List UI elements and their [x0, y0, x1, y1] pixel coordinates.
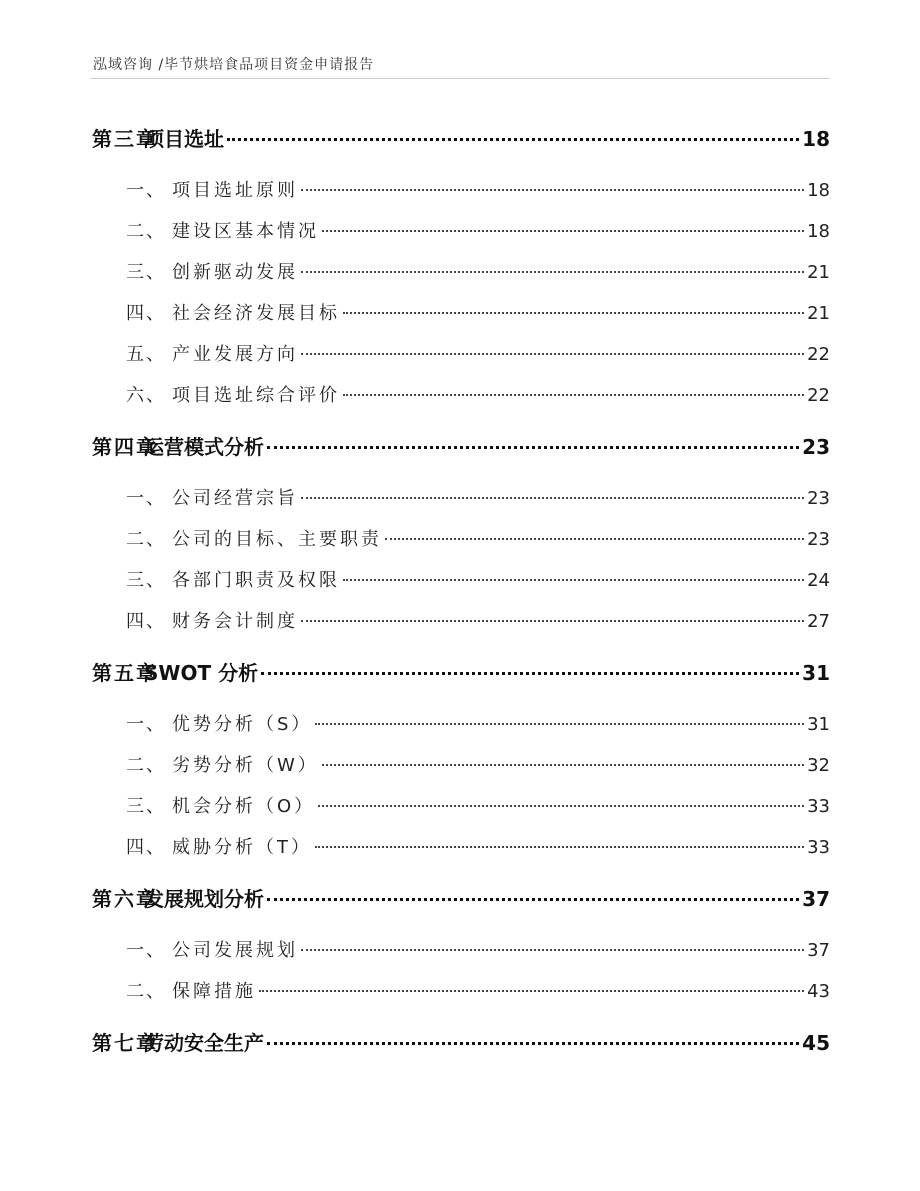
toc-leader	[322, 762, 804, 766]
toc-section[interactable]	[126, 710, 830, 736]
toc-section-title: 建设区基本情况	[172, 221, 319, 242]
toc-leader	[261, 670, 799, 675]
toc-chapter-title: SWOT 分析	[144, 661, 259, 685]
toc-section-title: 劣势分析（W）	[172, 755, 319, 776]
toc-page-number: 37	[807, 940, 830, 961]
toc-page-number: 21	[807, 303, 830, 324]
toc-section-title: 公司的目标、主要职责	[172, 529, 382, 550]
toc-section[interactable]	[126, 176, 830, 202]
toc-chapter-number: 第四章	[92, 435, 158, 459]
running-header: 泓域咨询 /毕节烘培食品项目资金申请报告	[93, 57, 375, 73]
toc-chapter[interactable]	[92, 123, 830, 152]
toc-page-number: 32	[807, 755, 830, 776]
toc-section[interactable]	[126, 525, 830, 551]
toc-page-number: 43	[807, 981, 830, 1002]
toc-page-number: 33	[807, 796, 830, 817]
toc-chapter-number: 第五章	[92, 661, 158, 685]
toc-section-number: 四、	[126, 303, 166, 324]
toc-chapter-number: 第七章	[92, 1031, 158, 1055]
toc-page-number: 24	[807, 570, 830, 591]
toc-leader	[301, 187, 804, 191]
toc-section[interactable]	[126, 381, 830, 407]
toc-leader	[267, 896, 799, 901]
toc-page-number: 18	[807, 221, 830, 242]
toc-chapter[interactable]	[92, 883, 830, 912]
toc-section[interactable]	[126, 217, 830, 243]
toc-section[interactable]	[126, 792, 830, 818]
toc-leader	[301, 618, 804, 622]
toc-section-number: 四、	[126, 837, 166, 858]
toc-leader	[301, 947, 804, 951]
toc-leader	[385, 536, 804, 540]
toc-section-number: 一、	[126, 180, 166, 201]
toc-page-number: 33	[807, 837, 830, 858]
toc-section-number: 二、	[126, 529, 166, 550]
toc-page-number: 22	[807, 344, 830, 365]
toc-section-title: 优势分析（S）	[172, 714, 313, 735]
toc-section[interactable]	[126, 751, 830, 777]
toc-section-title: 创新驱动发展	[172, 262, 298, 283]
toc-section-title: 威胁分析（T）	[172, 837, 312, 858]
toc-section-title: 社会经济发展目标	[172, 303, 340, 324]
toc-chapter-title: 劳动安全生产	[144, 1031, 264, 1055]
toc-leader	[259, 988, 804, 992]
header-rule	[90, 78, 830, 79]
toc-leader	[315, 721, 804, 725]
toc-page-number: 27	[807, 611, 830, 632]
toc-chapter-title: 项目选址	[144, 127, 224, 151]
toc-section-number: 三、	[126, 570, 166, 591]
toc-page-number: 23	[807, 488, 830, 509]
toc-page-number: 45	[802, 1031, 830, 1055]
toc-section-title: 保障措施	[172, 981, 256, 1002]
toc-leader	[267, 1040, 799, 1045]
toc-section-number: 二、	[126, 221, 166, 242]
toc-leader	[343, 392, 804, 396]
toc-section[interactable]	[126, 299, 830, 325]
toc-page-number: 31	[802, 661, 830, 685]
toc-section-number: 二、	[126, 755, 166, 776]
toc-leader	[267, 444, 799, 449]
toc-leader	[227, 136, 799, 141]
toc-section-number: 一、	[126, 940, 166, 961]
toc-leader	[301, 351, 804, 355]
toc-section[interactable]	[126, 607, 830, 633]
toc-chapter[interactable]	[92, 657, 830, 686]
toc-leader	[343, 310, 804, 314]
toc-section[interactable]	[126, 566, 830, 592]
toc-section-title: 财务会计制度	[172, 611, 298, 632]
toc-chapter[interactable]	[92, 431, 830, 460]
toc-page-number: 22	[807, 385, 830, 406]
toc-leader	[315, 844, 804, 848]
toc-section[interactable]	[126, 484, 830, 510]
toc-leader	[343, 577, 804, 581]
toc-section-title: 公司经营宗旨	[172, 488, 298, 509]
toc-chapter-number: 第三章	[92, 127, 158, 151]
toc-page-number: 18	[807, 180, 830, 201]
toc-chapter-title: 运营模式分析	[144, 435, 264, 459]
toc-page-number: 31	[807, 714, 830, 735]
toc-section-title: 项目选址综合评价	[172, 385, 340, 406]
toc-chapter[interactable]	[92, 1027, 830, 1056]
toc-section[interactable]	[126, 258, 830, 284]
toc-section-title: 机会分析（O）	[172, 796, 316, 817]
toc-section-number: 一、	[126, 488, 166, 509]
toc-leader	[301, 495, 804, 499]
toc-leader	[301, 269, 804, 273]
toc-page-number: 18	[802, 127, 830, 151]
toc-chapter-title: 发展规划分析	[144, 887, 264, 911]
toc-section[interactable]	[126, 977, 830, 1003]
toc-section-number: 三、	[126, 262, 166, 283]
toc-page-number: 23	[807, 529, 830, 550]
toc-leader	[318, 803, 804, 807]
toc-page-number: 23	[802, 435, 830, 459]
toc-section-number: 二、	[126, 981, 166, 1002]
toc-section-title: 产业发展方向	[172, 344, 298, 365]
toc-section[interactable]	[126, 833, 830, 859]
toc-section-number: 三、	[126, 796, 166, 817]
toc-section-number: 六、	[126, 385, 166, 406]
toc-leader	[322, 228, 804, 232]
toc-section[interactable]	[126, 340, 830, 366]
toc-section-number: 四、	[126, 611, 166, 632]
toc-page-number: 21	[807, 262, 830, 283]
toc-section-title: 各部门职责及权限	[172, 570, 340, 591]
toc-section-title: 项目选址原则	[172, 180, 298, 201]
toc-section-number: 五、	[126, 344, 166, 365]
toc-section-title: 公司发展规划	[172, 940, 298, 961]
toc-section[interactable]	[126, 936, 830, 962]
toc-page-number: 37	[802, 887, 830, 911]
toc-chapter-number: 第六章	[92, 887, 158, 911]
toc-section-number: 一、	[126, 714, 166, 735]
